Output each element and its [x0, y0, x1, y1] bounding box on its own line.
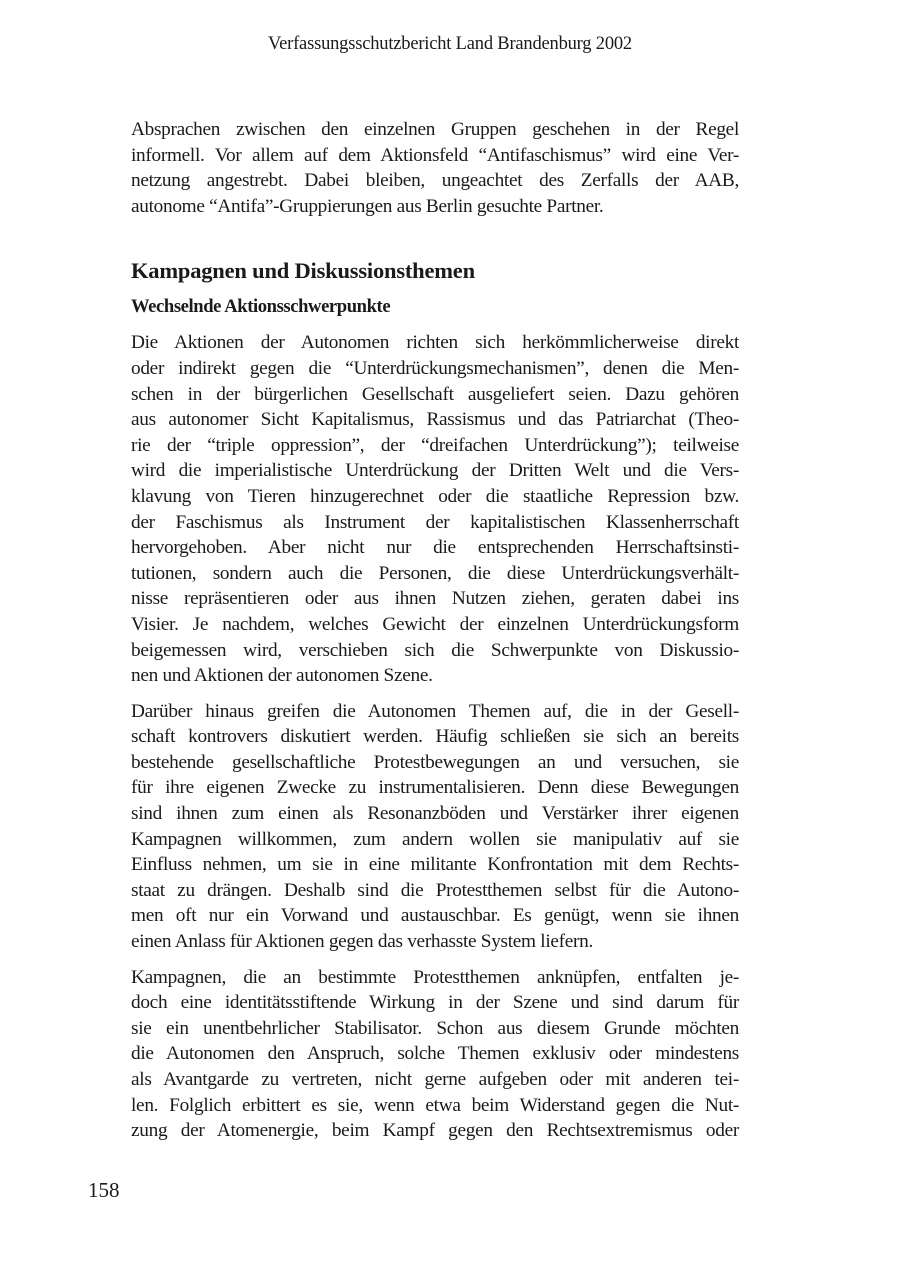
text-line: wird die imperialistische Unterdrückung der Dritten Welt und die Vers-	[131, 460, 739, 482]
text-line: einen Anlass für Aktionen gegen das verhasste System liefern.	[131, 931, 594, 953]
body-paragraph-3	[131, 965, 739, 1144]
section-subtitle: Wechselnde Aktionsschwerpunkte	[131, 296, 391, 318]
section-title: Kampagnen und Diskussionsthemen	[131, 258, 475, 284]
page-content	[131, 117, 739, 1144]
text-line: Kampagnen willkommen, zum andern wollen sie manipulativ auf sie	[131, 828, 739, 850]
text-line: aus autonomer Sicht Kapitalismus, Rassismus und das Patriarchat (Theo-	[131, 409, 739, 431]
text-line: Einfluss nehmen, um sie in eine militante Konfrontation mit dem Rechts-	[131, 854, 739, 876]
body-paragraph-2	[131, 699, 739, 955]
text-line: bestehende gesellschaftliche Protestbewegungen an und versuchen, sie	[131, 751, 739, 773]
text-line: informell. Vor allem auf dem Aktionsfeld “Antifaschismus” wird eine Ver-	[131, 144, 739, 166]
text-line: netzung angestrebt. Dabei bleiben, ungeachtet des Zerfalls der AAB,	[131, 170, 739, 192]
text-line: hervorgehoben. Aber nicht nur die entsprechenden Herrschaftsinsti-	[131, 537, 739, 559]
text-line: klavung von Tieren hinzugerechnet oder die staatliche Repression bzw.	[131, 485, 739, 507]
text-line: der Faschismus als Instrument der kapitalistischen Klassenherrschaft	[131, 511, 739, 533]
text-line: men oft nur ein Vorwand und austauschbar. Es genügt, wenn sie ihnen	[131, 905, 739, 927]
intro-paragraph	[131, 117, 739, 219]
text-line: oder indirekt gegen die “Unterdrückungsmechanismen”, denen die Men-	[131, 357, 739, 379]
text-line: die Autonomen den Anspruch, solche Themen exklusiv oder mindestens	[131, 1043, 739, 1065]
text-line: sie ein unentbehrlicher Stabilisator. Schon aus diesem Grunde möchten	[131, 1017, 739, 1039]
running-header: Verfassungsschutzbericht Land Brandenburg 2002	[268, 34, 632, 54]
text-line: Die Aktionen der Autonomen richten sich herkömmlicherweise direkt	[131, 332, 739, 354]
text-line: beigemessen wird, verschieben sich die Schwerpunkte von Diskussio-	[131, 639, 739, 661]
text-line: doch eine identitätsstiftende Wirkung in der Szene und sind darum für	[131, 992, 739, 1014]
text-line: Visier. Je nachdem, welches Gewicht der einzelnen Unterdrückungsform	[131, 613, 739, 635]
text-line: nen und Aktionen der autonomen Szene.	[131, 665, 433, 687]
text-line: rie der “triple oppression”, der “dreifachen Unterdrückung”); teilweise	[131, 434, 739, 456]
text-line: Kampagnen, die an bestimmte Protestthemen anknüpfen, entfalten je-	[131, 966, 739, 988]
text-line: sind ihnen zum einen als Resonanzböden und Verstärker ihrer eigenen	[131, 803, 739, 825]
text-line: Darüber hinaus greifen die Autonomen Themen auf, die in der Gesell-	[131, 700, 739, 722]
text-line: zung der Atomenergie, beim Kampf gegen den Rechtsextremismus oder	[131, 1120, 739, 1142]
text-line: tutionen, sondern auch die Personen, die diese Unterdrückungsverhält-	[131, 562, 739, 584]
text-line: schaft kontrovers diskutiert werden. Häufig schließen sie sich an bereits	[131, 726, 739, 748]
page-number: 158	[88, 1178, 120, 1202]
text-line: Absprachen zwischen den einzelnen Gruppen geschehen in der Regel	[131, 119, 739, 140]
text-line: nisse repräsentieren oder aus ihnen Nutzen ziehen, geraten dabei ins	[131, 588, 739, 610]
text-line: autonome “Antifa”-Gruppierungen aus Berlin gesuchte Partner.	[131, 195, 604, 217]
body-paragraph-1	[131, 330, 739, 688]
text-line: staat zu drängen. Deshalb sind die Protestthemen selbst für die Autono-	[131, 879, 739, 901]
text-line: für ihre eigenen Zwecke zu instrumentalisieren. Denn diese Bewegungen	[131, 777, 739, 799]
text-line: schen in der bürgerlichen Gesellschaft ausgeliefert seien. Dazu gehören	[131, 383, 739, 405]
text-line: als Avantgarde zu vertreten, nicht gerne aufgeben oder mit anderen tei-	[131, 1069, 739, 1090]
text-line: len. Folglich erbittert es sie, wenn etwa beim Widerstand gegen die Nut-	[131, 1094, 739, 1116]
